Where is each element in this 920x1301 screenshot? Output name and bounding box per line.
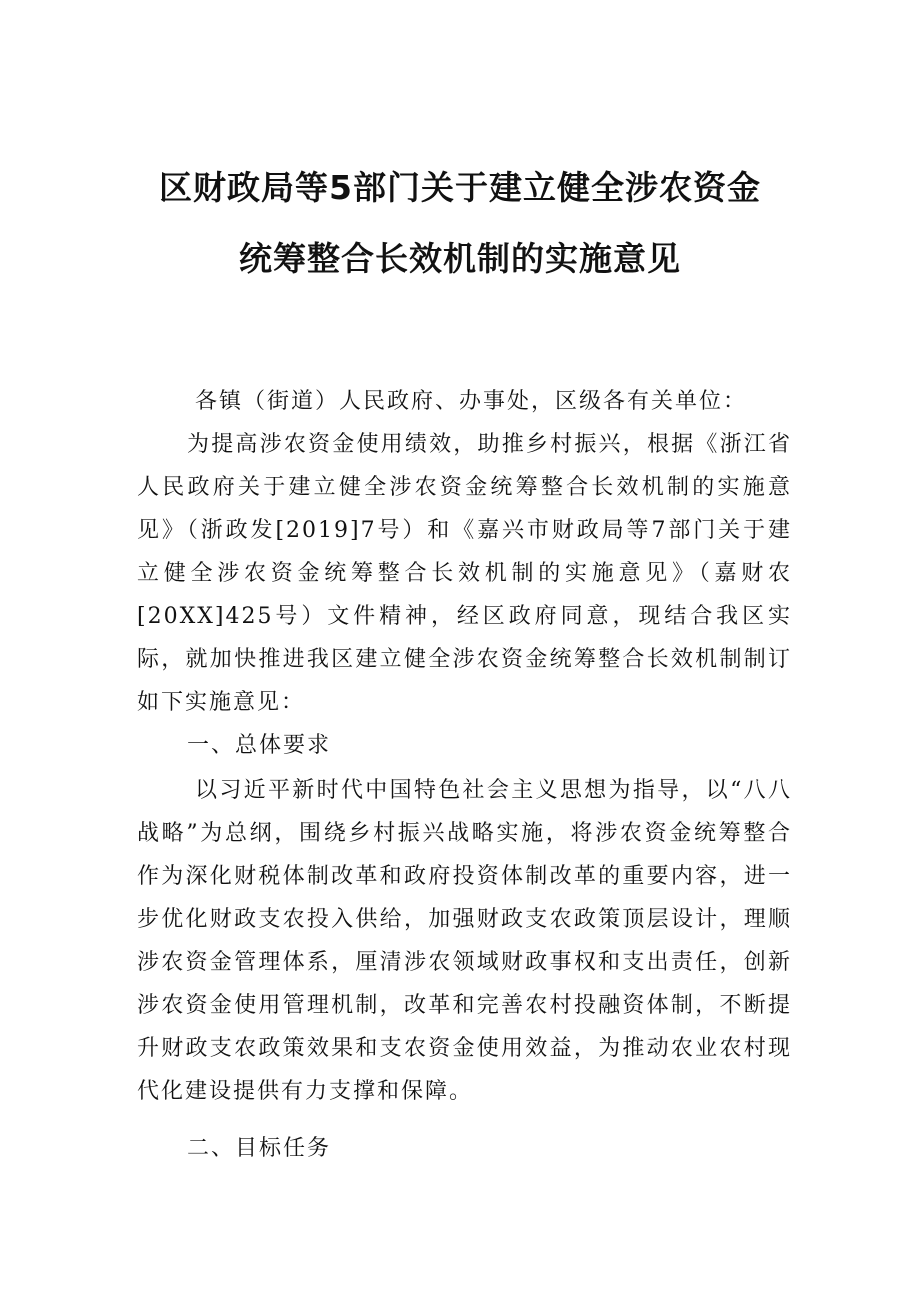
document-title-line-1: 区财政局等5部门关于建立健全涉农资金 [159, 168, 761, 207]
section-1-heading: 一、总体要求 [187, 733, 332, 758]
section-2-heading: 二、目标任务 [187, 1136, 332, 1161]
document-title-line-2: 统筹整合长效机制的实施意见 [239, 239, 681, 278]
section-1-paragraph: 以习近平新时代中国特色社会主义思想为指导，以“八八战略”为总纲，围绕乡村振兴战略实施，将涉农资金统筹整合作为深化财税体制改革和政府投资体制改革的重要内容，进一步优化财政支农投入供给，加强财政支农政策顶层设计，理顺涉农资金管理体系，厘清涉农领域财政事权和支出责任，创新涉农资金使用管理机制，改革和完善农村投融资体制，不断提升财政支农政策效果和支农资金使用效益，为推动农业农村现代化建设提供有力支撑和保障。 [137, 778, 792, 1104]
document-body [137, 380, 792, 1170]
salutation: 各镇（街道）人民政府、办事处，区级各有关单位： [195, 389, 748, 414]
intro-paragraph: 为提高涉农资金使用绩效，助推乡村振兴，根据《浙江省人民政府关于建立健全涉农资金统筹整合长效机制的实施意见》（浙政发[2019]7号）和《嘉兴市财政局等7部门关于建立健全涉农资金统筹整合长效机制的实施意见》（嘉财农[20XX]425号）文件精神，经区政府同意，现结合我区实际，就加快推进我区建立健全涉农资金统筹整合长效机制制订如下实施意见： [137, 432, 792, 715]
